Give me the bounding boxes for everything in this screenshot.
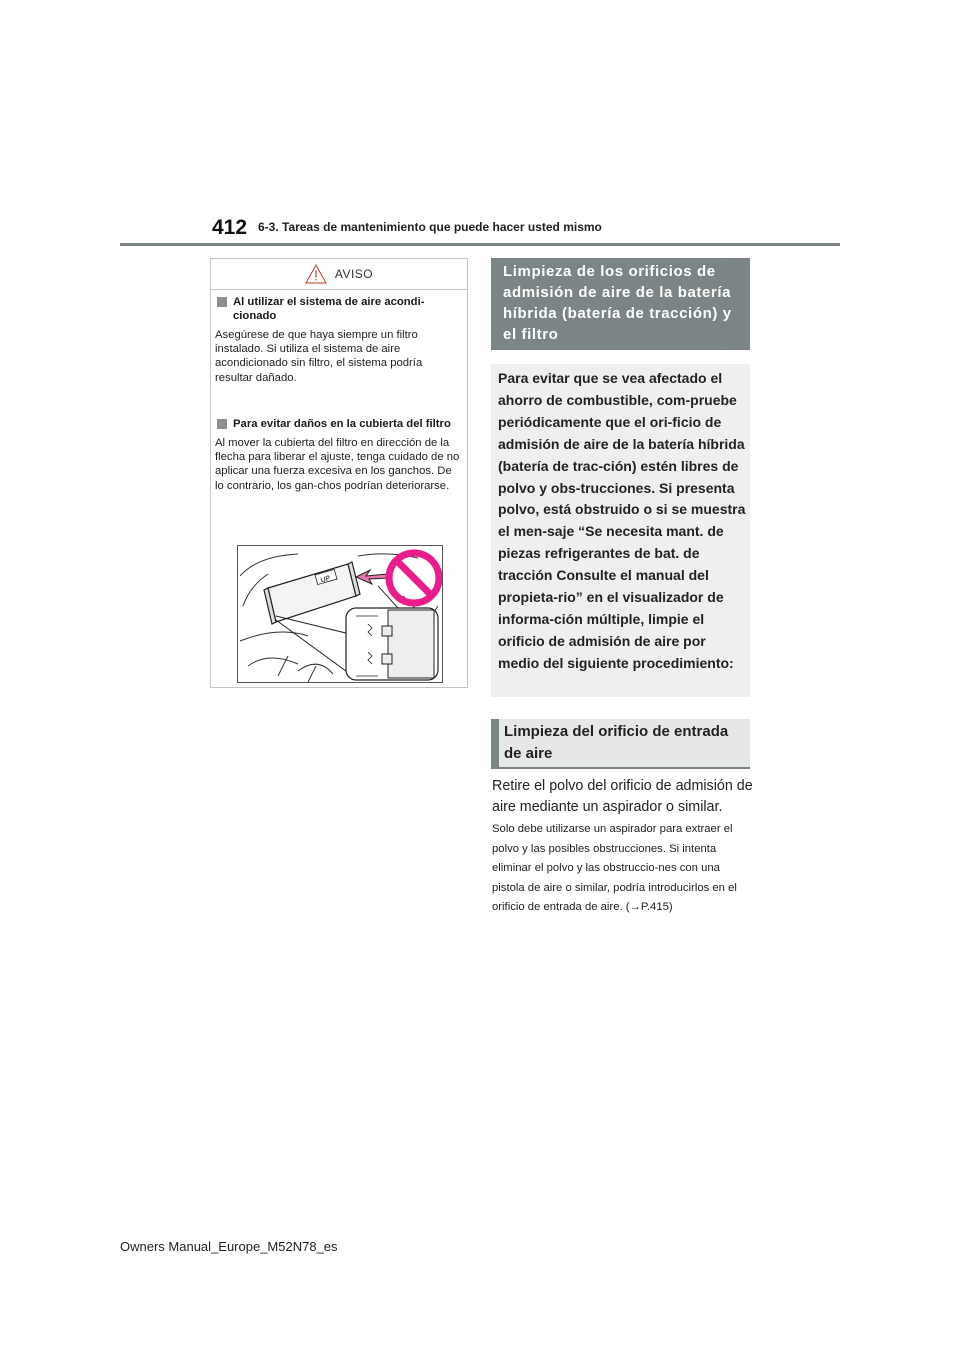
subsection-accent-bar [491, 719, 499, 767]
warning-item-text: Asegúrese de que haya siempre un filtro instalado. Si utiliza el sistema de aire acondicionado sin filtro, el sistema podría resultar dañado. [215, 329, 423, 384]
warning-item-heading: Al utilizar el sistema de aire acondi-cionado [233, 296, 425, 322]
warning-triangle-icon [305, 264, 327, 284]
section-title: 6-3. Tareas de mantenimiento que puede hacer usted mismo [258, 220, 602, 234]
warning-item [215, 295, 461, 385]
up-label: UP [319, 575, 332, 585]
subsection-heading: Limpieza del orificio de entrada de aire [504, 723, 729, 762]
page-number: 412 [212, 216, 248, 239]
warning-item [215, 417, 461, 493]
prohibited-icon [389, 553, 439, 603]
header-divider [120, 243, 840, 246]
square-bullet-icon [217, 419, 227, 429]
subsection-heading-box [491, 719, 750, 769]
warning-title: AVISO [334, 267, 374, 281]
footer-text: Owners Manual_Europe_M52N78_es [120, 1239, 338, 1254]
section-heading-box [491, 258, 750, 350]
warning-box [210, 258, 468, 688]
square-bullet-icon [217, 297, 227, 307]
step-text: Retire el polvo del orificio de admisión de aire mediante un aspirador o similar. [492, 778, 753, 815]
warning-item-text: Al mover la cubierta del filtro en dirección de la flecha para liberar el ajuste, tenga cuidado de no aplicar una fuerza excesiva en los ganchos. De lo contrario, los gan-chos podrían deteriorarse. [215, 437, 460, 492]
filter-cover-illustration [237, 545, 443, 683]
intro-text: Para evitar que se vea afectado el ahorro de combustible, com-pruebe periódicamente que el ori-ficio de admisión de aire de la batería híbrida (batería de trac-ción) estén libres de polvo y obs-trucciones. Si presenta polvo, está obstruido o si se muestra el men-saje “Se necesita mant. de piezas refrigerantes de bat. de tracción Consulte el manual del propieta-rio” en el visualizador de informa-ción múltiple, limpie el orificio de admisión de aire por medio del siguiente procedimiento: [498, 370, 746, 671]
section-heading: Limpieza de los orificios de admisión de aire de la batería híbrida (batería de tracción) y el filtro [503, 263, 732, 343]
warning-item-heading: Para evitar daños en la cubierta del filtro [233, 418, 451, 430]
note-text: Solo debe utilizarse un aspirador para extraer el polvo y las posibles obstrucciones. Si intenta eliminar el polvo y las obstruccio-nes con una pistola de aire o similar, podría introducirlos en el orificio de entrada de aire. (→P.415) [492, 823, 737, 914]
warning-header [211, 259, 467, 290]
intro-box [491, 364, 750, 697]
